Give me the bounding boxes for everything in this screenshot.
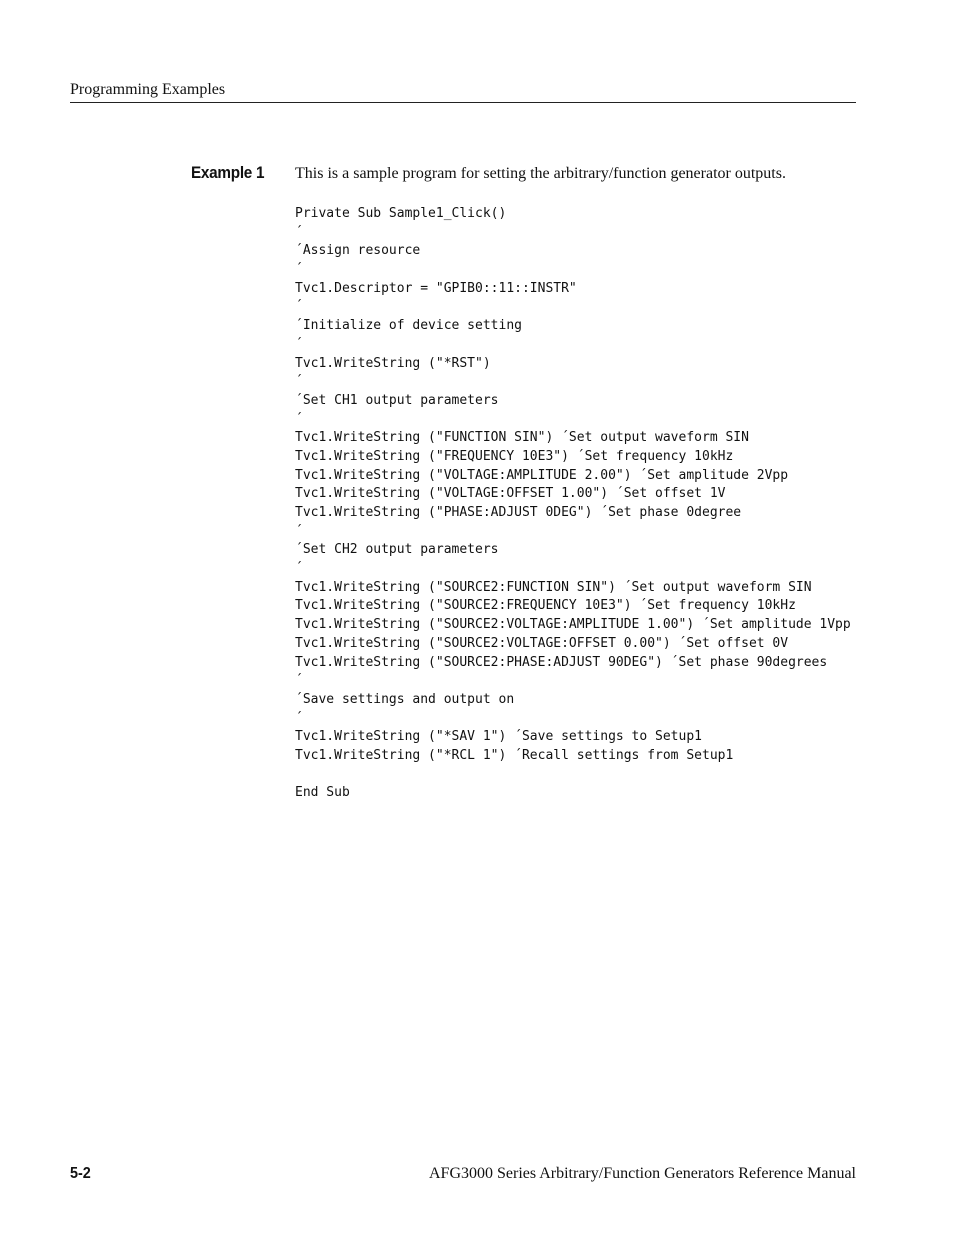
code-line: Tvc1.WriteString ("PHASE:ADJUST 0DEG") ´Set phase 0degree [295, 505, 742, 520]
code-line: Tvc1.WriteString ("SOURCE2:FREQUENCY 10E3") ´Set frequency 10kHz [295, 598, 796, 614]
code-line: ´ [295, 262, 303, 278]
code-line: End Sub [295, 785, 350, 801]
code-line: ´ [295, 336, 303, 352]
code-line: Tvc1.WriteString ("*RCL 1") ´Recall settings from Setup1 [295, 747, 734, 763]
code-line: Tvc1.WriteString ("VOLTAGE:AMPLITUDE 2.00") ´Set amplitude 2Vpp [295, 467, 789, 483]
code-line: ´Save settings and output on [295, 691, 515, 707]
page-number: 5-2 [70, 1165, 91, 1182]
code-line: Tvc1.WriteString ("FUNCTION SIN") ´Set output waveform SIN [295, 430, 749, 446]
code-line: Private Sub Sample1_Click() [295, 206, 507, 221]
code-line: Tvc1.WriteString ("SOURCE2:FUNCTION SIN") ´Set output waveform SIN [295, 579, 812, 595]
code-line: ´ [295, 299, 303, 315]
code-line: ´Set CH2 output parameters [295, 542, 499, 558]
code-line: ´ [295, 523, 303, 539]
code-line: ´ [295, 374, 303, 390]
code-line: Tvc1.WriteString ("SOURCE2:PHASE:ADJUST 90DEG") ´Set phase 90degrees [295, 654, 828, 670]
header-rule [70, 102, 856, 103]
code-line: Tvc1.WriteString ("SOURCE2:VOLTAGE:OFFSET 0.00") ´Set offset 0V [295, 635, 789, 651]
code-listing [295, 205, 851, 803]
code-line: ´Assign resource [295, 243, 421, 259]
code-line: Tvc1.WriteString ("SOURCE2:VOLTAGE:AMPLITUDE 1.00") ´Set amplitude 1Vpp [295, 617, 851, 633]
code-line: Tvc1.WriteString ("VOLTAGE:OFFSET 1.00") ´Set offset 1V [295, 486, 726, 502]
code-line: ´ [295, 224, 303, 240]
code-line: ´ [295, 673, 303, 689]
code-line: ´ [295, 561, 303, 577]
example-intro: This is a sample program for setting the arbitrary/function generator outputs. [295, 165, 786, 182]
code-line [295, 766, 851, 785]
code-line: ´Initialize of device setting [295, 318, 522, 334]
example-label: Example 1 [191, 163, 265, 182]
code-line: ´Set CH1 output parameters [295, 392, 499, 408]
running-head-title: Programming Examples [70, 81, 226, 98]
code-line: Tvc1.WriteString ("*RST") [295, 355, 491, 371]
code-line: ´ [295, 411, 303, 427]
code-line: Tvc1.WriteString ("*SAV 1") ´Save settings to Setup1 [295, 729, 702, 745]
code-line: ´ [295, 710, 303, 726]
manual-title: AFG3000 Series Arbitrary/Function Generators Reference Manual [429, 1165, 856, 1182]
code-line: Tvc1.Descriptor = "GPIB0::11::INSTR" [295, 280, 577, 296]
code-line: Tvc1.WriteString ("FREQUENCY 10E3") ´Set frequency 10kHz [295, 448, 734, 464]
